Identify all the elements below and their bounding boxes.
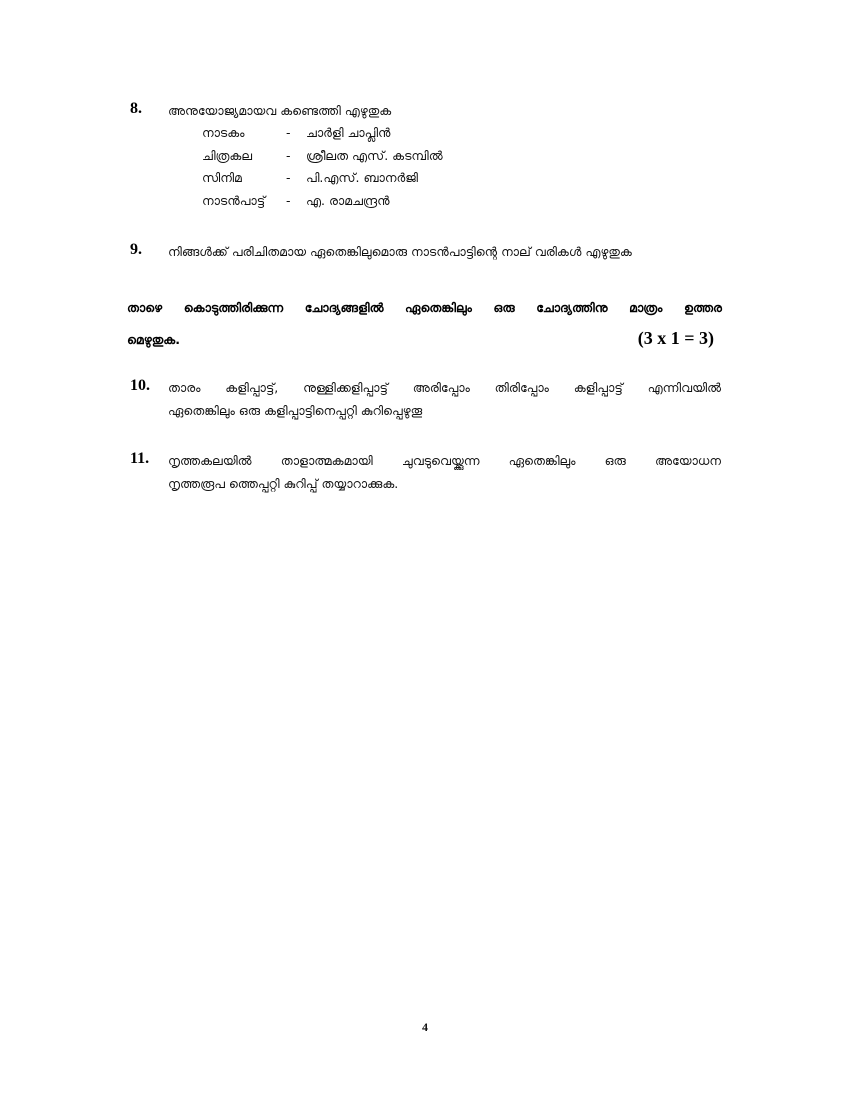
question-11-number: 11.: [130, 450, 150, 467]
match-left-item: ചിത്രകല: [202, 147, 253, 163]
question-9-text: നിങ്ങൾക്ക് പരിചിതമായ ഏതെങ്കിലുമൊരു നാടൻപാട്ടിന്റെ നാല് വരികൾ എഴുതുക: [168, 244, 632, 259]
question-11-line-2: നൃത്തരൂപ ത്തെപ്പറ്റി കുറിപ്പ് തയ്യാറാക്കുക.: [168, 476, 399, 491]
match-left-item: സിനിമ: [202, 170, 242, 185]
marks-scheme: (3 x 1 = 3): [637, 328, 714, 348]
match-right-item: ശ്രീലത എസ്. കടമ്പിൽ: [306, 147, 443, 163]
match-right-item: എ. രാമചന്ദ്രൻ: [306, 192, 390, 208]
match-dash: -: [286, 192, 291, 208]
question-11-line-1: നൃത്തകലയിൽ താളാത്മകമായി ചുവടുവെയ്ക്കുന്ന ഏതെങ്കിലും ഒരു അയോധന: [168, 453, 721, 468]
instruction-line-1: താഴെ കൊടുത്തിരിക്കുന്ന ചോദ്യങ്ങളിൽ ഏതെങ്കിലും ഒരു ചോദ്യത്തിനു മാത്രം ഉത്തര: [127, 300, 722, 315]
match-dash: -: [286, 125, 291, 140]
match-row: [202, 122, 443, 145]
question-8-text: അനുയോജ്യമായവ കണ്ടെത്തി എഴുതുക: [168, 103, 392, 118]
match-row: [202, 145, 443, 168]
question-8-number: 8.: [130, 100, 142, 117]
match-right-item: ചാർളി ചാപ്ലിൻ: [306, 125, 391, 140]
match-left-item: നാടൻപാട്ട്: [202, 192, 266, 208]
question-10-line-2: ഏതെങ്കിലും ഒരു കളിപ്പാട്ടിനെപ്പറ്റി കുറിപ്പെഴുതൂ: [168, 403, 423, 418]
match-dash: -: [286, 147, 291, 163]
question-10-line-1: താരം കളിപ്പാട്ട്, നുള്ളിക്കളിപ്പാട്ട് അരിപ്പോം തിരിപ്പോം കളിപ്പാട്ട് എന്നിവയിൽ: [168, 380, 721, 395]
match-right-item: പി.എസ്. ബാനർജി: [306, 170, 418, 185]
match-left-item: നാടകം: [202, 125, 245, 140]
question-10-text: [168, 376, 721, 422]
question-10-number: 10.: [130, 377, 150, 394]
match-table: [202, 122, 443, 212]
match-row: [202, 190, 443, 213]
section-instruction: [127, 292, 722, 355]
page-number: 4: [422, 1020, 428, 1034]
instruction-line-2-row: [127, 323, 722, 355]
instruction-line-2: മെഴുതുക.: [127, 332, 180, 347]
match-row: [202, 167, 443, 190]
match-dash: -: [286, 170, 291, 185]
question-11-text: [168, 449, 721, 495]
question-9-number: 9.: [130, 241, 142, 258]
